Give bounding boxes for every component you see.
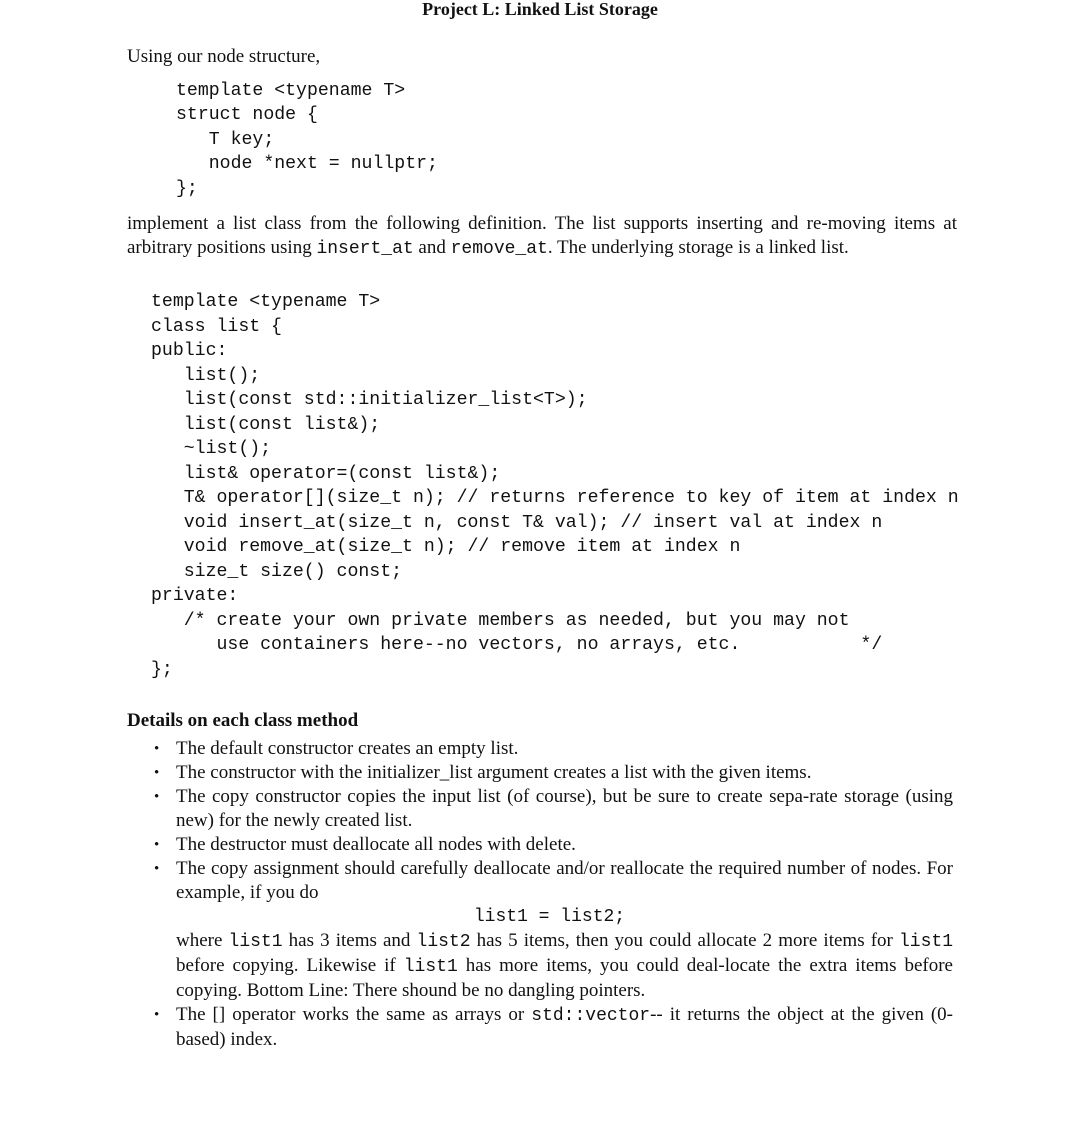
inline-code: list1 [898,932,953,952]
code-line: list(const std::initializer_list<T>); [151,390,588,410]
description-text: and [413,237,451,258]
detail-text: where [176,930,229,951]
description-text: implement a list class from the following definition. The list supports inserting and re-moving items at arbitrary positions using [127,213,957,258]
inline-code: list2 [416,932,471,952]
bullet-icon: • [154,765,160,781]
list-class-code [151,290,959,682]
bullet-icon: • [154,741,160,757]
detail-text: The [] operator works the same as arrays or [176,1004,532,1025]
bullet-icon: • [154,1007,160,1023]
detail-text: has more items, you could deal-locate the extra items before copying. Bottom Line: There shound be no dangling pointers. [176,955,953,1001]
list-item [127,737,953,761]
detail-text: -- it returns the object at the given (0-based) index. [176,1004,953,1050]
code-line: /* create your own private members as needed, but you may not [151,610,850,631]
code-line: list(const list&); [151,414,381,435]
code-line: use containers here--no vectors, no arrays, etc. */ [151,635,883,655]
detail-text: The constructor with the initializer_list argument creates a list with the given items. [176,762,812,783]
code-line: struct node { [176,105,318,126]
code-line: }; [151,659,173,680]
code-line: void remove_at(size_t n); // remove item at index n [151,537,741,557]
bullet-icon: • [154,789,160,805]
code-line: size_t size() const; [151,561,403,582]
bullet-icon: • [154,861,160,877]
code-line: list& operator=(const list&); [151,463,501,484]
detail-text: The copy constructor copies the input list (of course), but be sure to create sepa-rate storage (using new) for the newly created list. [176,786,953,831]
description-text: . The underlying storage is a linked list. [547,237,849,258]
code-line: class list { [151,316,282,337]
code-line: void insert_at(size_t n, const T& val); // insert val at index n [151,512,883,533]
code-line: list(); [151,365,261,386]
details-list [127,737,953,1052]
code-line: node *next = nullptr; [176,154,438,175]
list-item [127,761,953,785]
code-line: template <typename T> [151,292,381,312]
bullet-icon: • [154,837,160,853]
detail-text: has 3 items and [282,930,417,951]
document-title: Project L: Linked List Storage [422,0,658,19]
intro-text: Using our node structure, [127,46,321,67]
inline-code: list1 [228,932,283,952]
code-line: private: [151,586,239,606]
code-line: template <typename T> [176,81,406,101]
detail-text: The copy assignment should carefully deallocate and/or reallocate the required number of nodes. For example, if you do [176,858,953,903]
code-line: public: [151,341,228,361]
inline-code: remove_at [450,239,548,259]
code-line: }; [176,178,198,199]
inline-code: std::vector [531,1006,651,1026]
details-heading: Details on each class method [127,710,359,731]
detail-text: has 5 items, then you could allocate 2 more items for [470,930,899,951]
list-item [127,1003,953,1052]
inline-code: list1 [403,957,458,977]
inline-code: insert_at [316,239,414,259]
list-item [127,785,953,833]
code-example: list1 = list2; [473,907,626,927]
code-line: T& operator[](size_t n); // returns reference to key of item at index n [151,488,959,508]
detail-text: before copying. Likewise if [176,955,404,976]
list-item [127,857,953,1003]
detail-text: The destructor must deallocate all nodes with delete. [176,834,576,855]
detail-text: The default constructor creates an empty list. [176,738,519,759]
code-line: T key; [176,129,275,150]
node-struct-code [176,79,438,201]
list-item [127,833,953,857]
description-paragraph [127,212,957,261]
code-line: ~list(); [151,439,272,459]
